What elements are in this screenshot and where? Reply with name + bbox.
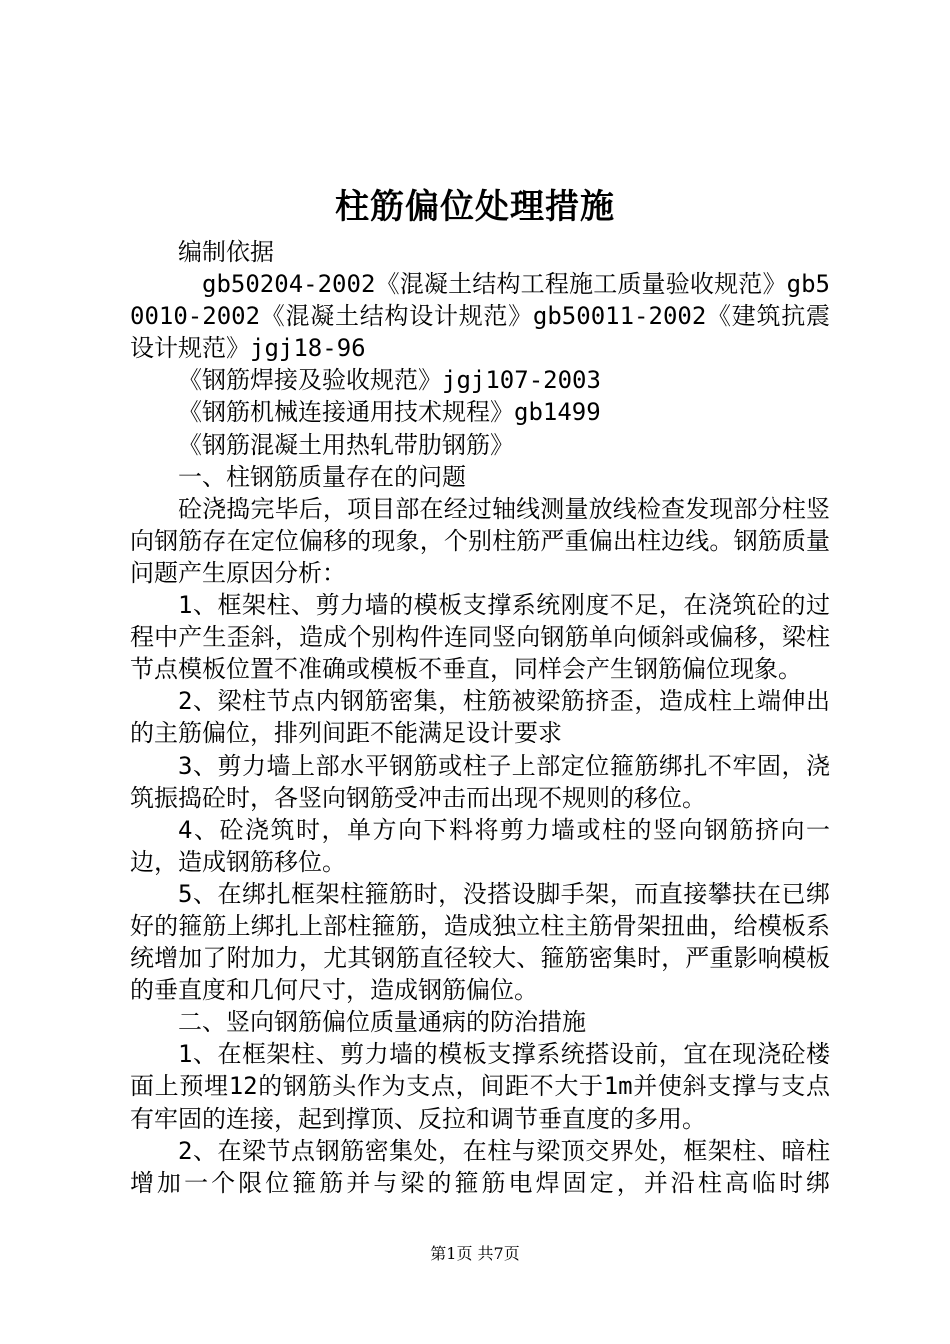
paragraph-cause-5: 5、在绑扎框架柱箍筋时，没搭设脚手架，而直接攀扶在已绑好的箍筋上绑扎上部柱箍筋，造成独立柱主筋骨架扭曲，给模板系统增加了附加力，尤其钢筋直径较大、箍筋密集时，严重影响模板的垂直度和几何尺寸，造成钢筋偏位。 bbox=[130, 879, 830, 1005]
paragraph-cause-1: 1、框架柱、剪力墙的模板支撑系统刚度不足，在浇筑砼的过程中产生歪斜，造成个别构件连同竖向钢筋单向倾斜或偏移，梁柱节点模板位置不准确或模板不垂直，同样会产生钢筋偏位现象。 bbox=[130, 591, 830, 684]
section-heading-2: 二、竖向钢筋偏位质量通病的防治措施 bbox=[178, 1008, 586, 1037]
page-footer: 第1页 共7页 bbox=[430, 1244, 520, 1263]
paragraph-measure-1: 1、在框架柱、剪力墙的模板支撑系统搭设前，宜在现浇砼楼面上预埋12的钢筋头作为支点，间距不大于1m并使斜支撑与支点有牢固的连接，起到撑顶、反拉和调节垂直度的多用。 bbox=[130, 1040, 830, 1133]
paragraph-standards: gb50204-2002《混凝土结构工程施工质量验收规范》gb50010-2002《混凝土结构设计规范》gb50011-2002《建筑抗震设计规范》jgj18-96 bbox=[130, 270, 830, 363]
paragraph-measure-2: 2、在梁节点钢筋密集处，在柱与梁顶交界处，框架柱、暗柱增加一个限位箍筋并与梁的箍筋电焊固定，并沿柱高临时绑 bbox=[130, 1136, 830, 1197]
paragraph-cause-2: 2、梁柱节点内钢筋密集，柱筋被梁筋挤歪，造成柱上端伸出的主筋偏位，排列间距不能满足设计要求 bbox=[130, 687, 830, 748]
paragraph-cause-3: 3、剪力墙上部水平钢筋或柱子上部定位箍筋绑扎不牢固，浇筑振捣砼时，各竖向钢筋受冲击而出现不规则的移位。 bbox=[130, 751, 830, 812]
paragraph-standard-rebar: 《钢筋混凝土用热轧带肋钢筋》 bbox=[178, 430, 514, 459]
paragraph-problem-description: 砼浇捣完毕后，项目部在经过轴线测量放线检查发现部分柱竖向钢筋存在定位偏移的现象，个别柱筋严重偏出柱边线。钢筋质量问题产生原因分析： bbox=[130, 494, 830, 587]
paragraph-cause-4: 4、砼浇筑时，单方向下料将剪力墙或柱的竖向钢筋挤向一边，造成钢筋移位。 bbox=[130, 815, 830, 876]
paragraph-standard-welding: 《钢筋焊接及验收规范》jgj107-2003 bbox=[178, 366, 601, 395]
document-body bbox=[130, 236, 830, 1199]
paragraph-basis-heading: 编制依据 bbox=[178, 238, 274, 266]
paragraph-standard-mechanical: 《钢筋机械连接通用技术规程》gb1499 bbox=[178, 398, 601, 427]
document-title: 柱筋偏位处理措施 bbox=[335, 187, 615, 227]
section-heading-1: 一、柱钢筋质量存在的问题 bbox=[178, 462, 466, 491]
